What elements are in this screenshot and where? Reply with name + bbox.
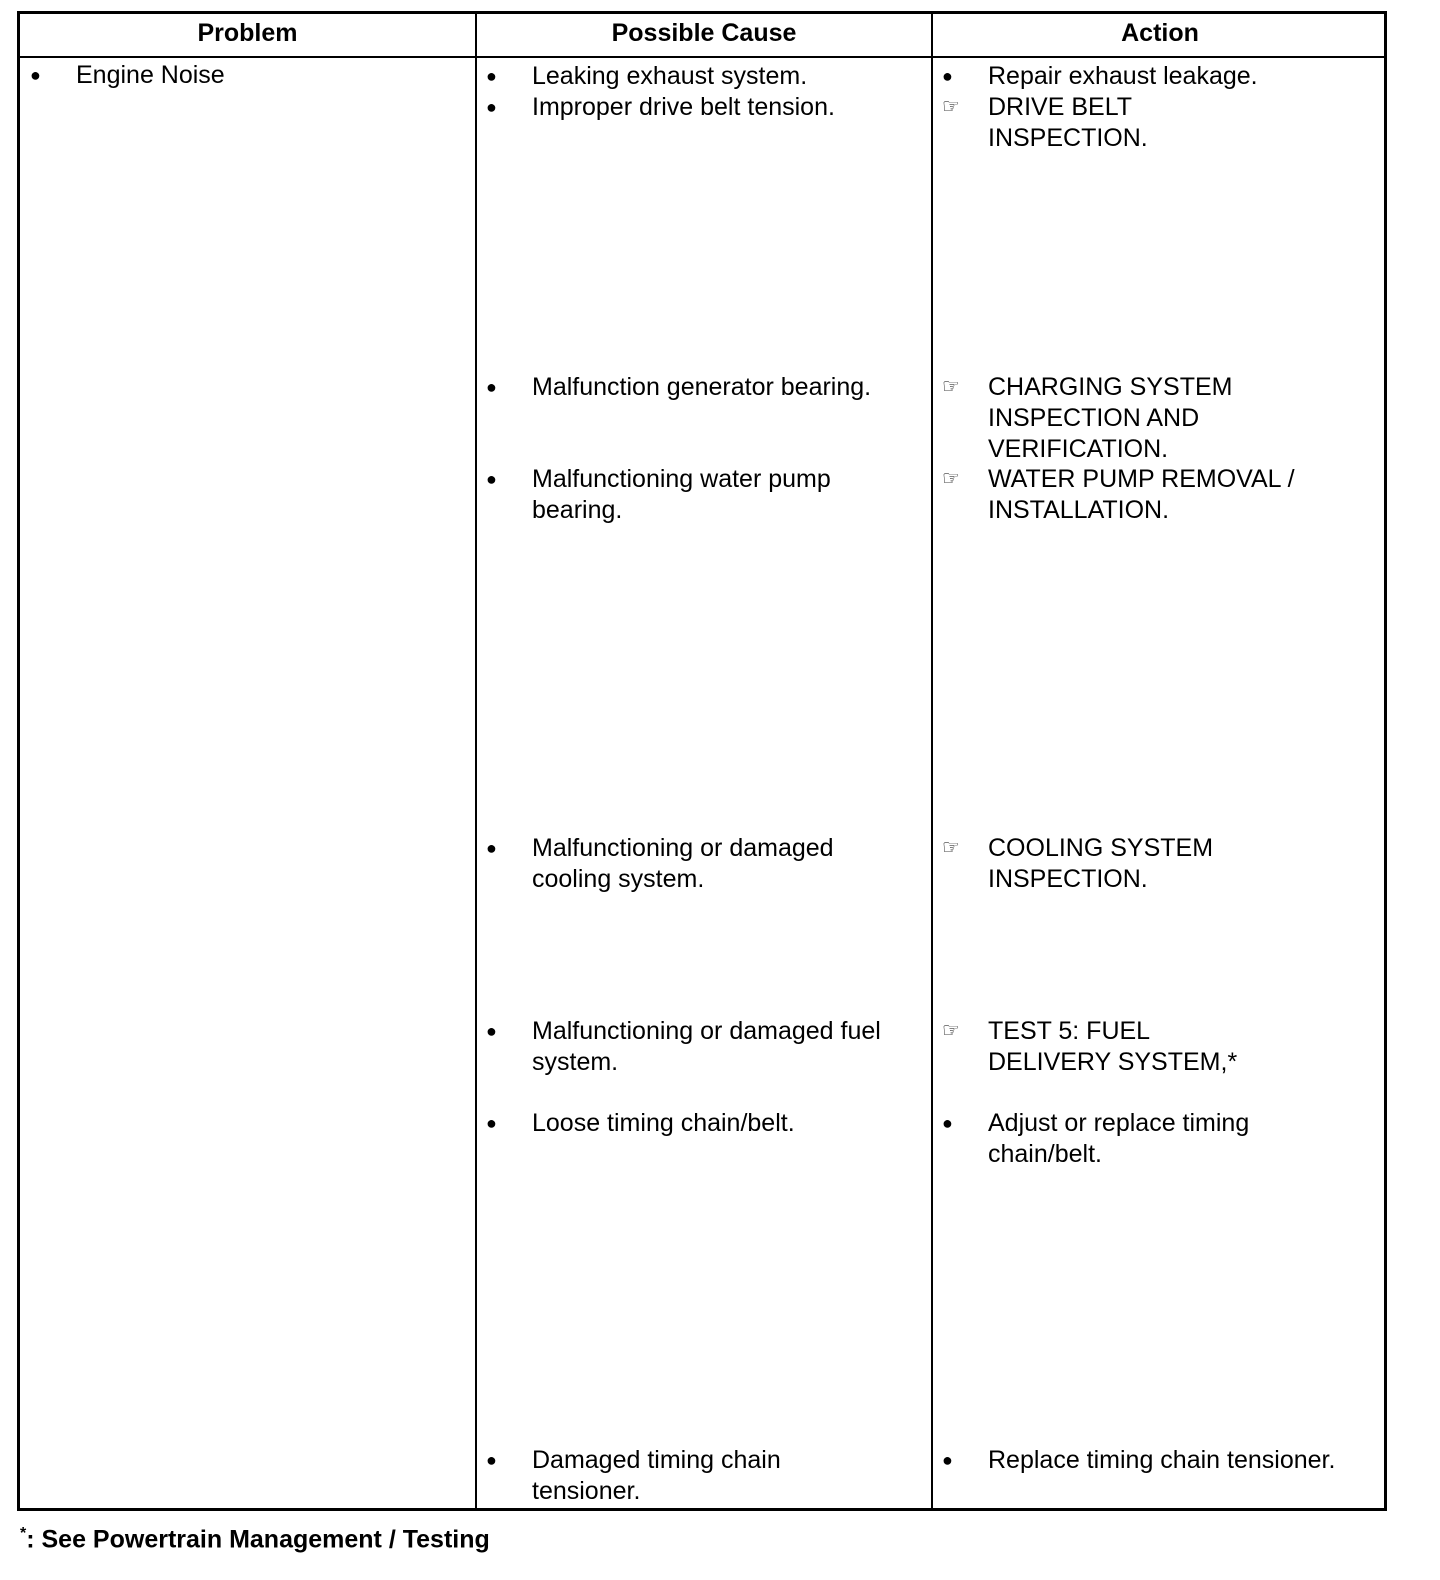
bullet-icon: ● [942, 1450, 953, 1470]
footnote-text: : See Powertrain Management / Testing [26, 1525, 490, 1554]
action-item [942, 61, 1382, 92]
action-text: Adjust or replace timing chain/belt. [988, 1109, 1250, 1168]
problem-text: Engine Noise [76, 61, 225, 89]
cause-text: Malfunctioning or damaged cooling system. [532, 834, 834, 893]
pointing-hand-icon: ☞ [942, 376, 960, 398]
bullet-icon: ● [486, 838, 497, 858]
cause-text: Malfunction generator bearing. [532, 373, 872, 401]
action-text: COOLING SYSTEM INSPECTION. [988, 834, 1214, 893]
pointing-hand-icon: ☞ [942, 96, 960, 118]
cause-item [486, 833, 886, 895]
cause-item [486, 1016, 922, 1078]
action-item [942, 1108, 1302, 1170]
cause-text: Leaking exhaust system. [532, 62, 808, 90]
header-divider [20, 56, 1384, 58]
cause-item [486, 372, 916, 403]
bullet-icon: ● [486, 97, 497, 117]
action-item [942, 92, 1242, 154]
cause-item [486, 92, 916, 123]
header-possible-cause: Possible Cause [611, 19, 797, 47]
cause-item [486, 1445, 816, 1507]
action-item [942, 464, 1382, 526]
action-item [942, 1016, 1272, 1078]
header-problem: Problem [197, 19, 298, 47]
footnote-symbol: * [20, 1525, 27, 1542]
action-text: TEST 5: FUEL DELIVERY SYSTEM,* [988, 1017, 1238, 1076]
cause-item [486, 464, 846, 526]
bullet-icon: ● [486, 377, 497, 397]
bullet-icon: ● [486, 1021, 497, 1041]
column-divider-1 [475, 14, 477, 1508]
column-divider-2 [931, 14, 933, 1508]
bullet-icon: ● [942, 66, 953, 86]
pointing-hand-icon: ☞ [942, 837, 960, 859]
troubleshooting-table [17, 11, 1387, 1511]
footnote [20, 1525, 490, 1554]
action-item [942, 833, 1282, 895]
cause-item [486, 1108, 916, 1139]
action-text: Repair exhaust leakage. [988, 62, 1258, 90]
bullet-icon: ● [486, 1450, 497, 1470]
cause-text: Malfunctioning water pump bearing. [532, 465, 831, 524]
action-text: Replace timing chain tensioner. [988, 1446, 1336, 1474]
cause-text: Malfunctioning or damaged fuel system. [532, 1017, 881, 1076]
action-text: DRIVE BELT INSPECTION. [988, 93, 1148, 152]
pointing-hand-icon: ☞ [942, 468, 960, 490]
cause-text: Loose timing chain/belt. [532, 1109, 795, 1137]
cause-text: Improper drive belt tension. [532, 93, 835, 121]
bullet-icon: ● [486, 1113, 497, 1133]
action-item [942, 372, 1282, 465]
pointing-hand-icon: ☞ [942, 1020, 960, 1042]
bullet-icon: ● [486, 469, 497, 489]
problem-item [30, 60, 460, 91]
cause-text: Damaged timing chain tensioner. [532, 1446, 781, 1505]
bullet-icon: ● [30, 65, 41, 85]
action-item [942, 1445, 1382, 1476]
bullet-icon: ● [486, 66, 497, 86]
header-action: Action [1121, 19, 1199, 47]
bullet-icon: ● [942, 1113, 953, 1133]
action-text: WATER PUMP REMOVAL / INSTALLATION. [988, 465, 1295, 524]
cause-item [486, 61, 916, 92]
action-text: CHARGING SYSTEM INSPECTION AND VERIFICATION. [988, 373, 1233, 463]
